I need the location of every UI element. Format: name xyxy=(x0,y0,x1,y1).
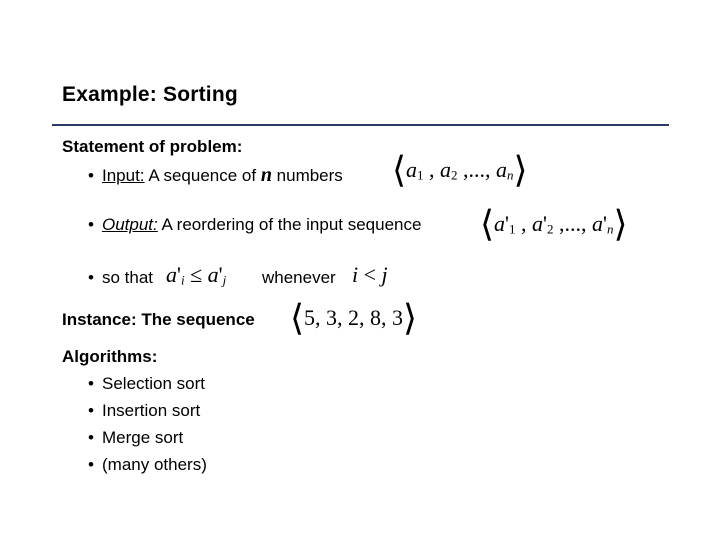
input-text2: numbers xyxy=(271,166,343,185)
bullet: • xyxy=(88,374,94,393)
title-rule xyxy=(52,124,669,126)
statement-heading: Statement of problem: xyxy=(62,137,243,156)
algorithm-name: (many others) xyxy=(102,455,207,474)
instance-values: 5, 3, 2, 8, 3 xyxy=(304,305,404,330)
slide-title: Example: Sorting xyxy=(62,83,238,106)
sothat-inequality-math: $a'_i \le a'_j$ xyxy=(166,262,227,288)
instance-label: Instance: The sequence xyxy=(62,310,255,329)
output-line xyxy=(88,215,421,235)
whenever-condition-math: i < j xyxy=(352,262,388,287)
bullet: • xyxy=(88,166,94,185)
instance-sequence-math: ⟨5, 3, 2, 8, 3⟩ xyxy=(290,298,418,338)
list-item xyxy=(88,455,207,482)
algorithm-name: Insertion sort xyxy=(102,401,201,420)
bullet: • xyxy=(88,428,94,447)
sothat-line xyxy=(88,268,153,288)
output-label: Output: xyxy=(102,215,158,234)
input-text: A sequence of xyxy=(144,166,261,185)
algorithms-list xyxy=(88,374,207,482)
list-item xyxy=(88,374,207,401)
bullet: • xyxy=(88,215,94,234)
whenever-text: whenever xyxy=(262,268,336,287)
list-item xyxy=(88,428,207,455)
input-sequence-math: $⟨a_1$ , $a_2$ ,..., $a_n⟩$ xyxy=(392,150,528,190)
sothat-text: so that xyxy=(102,268,154,287)
bullet: • xyxy=(88,455,94,474)
input-var-n: n xyxy=(260,164,272,186)
bullet: • xyxy=(88,268,94,287)
algorithms-heading: Algorithms: xyxy=(62,347,158,366)
input-label: Input: xyxy=(102,166,145,185)
algorithm-name: Merge sort xyxy=(102,428,184,447)
algorithm-name: Selection sort xyxy=(102,374,205,393)
output-sequence-math: $⟨a'_1$ , $a'_2$ ,..., $a'_n⟩$ xyxy=(480,204,628,244)
input-line xyxy=(88,164,343,187)
list-item xyxy=(88,401,207,428)
bullet: • xyxy=(88,401,94,420)
output-text: A reordering of the input sequence xyxy=(157,215,422,234)
